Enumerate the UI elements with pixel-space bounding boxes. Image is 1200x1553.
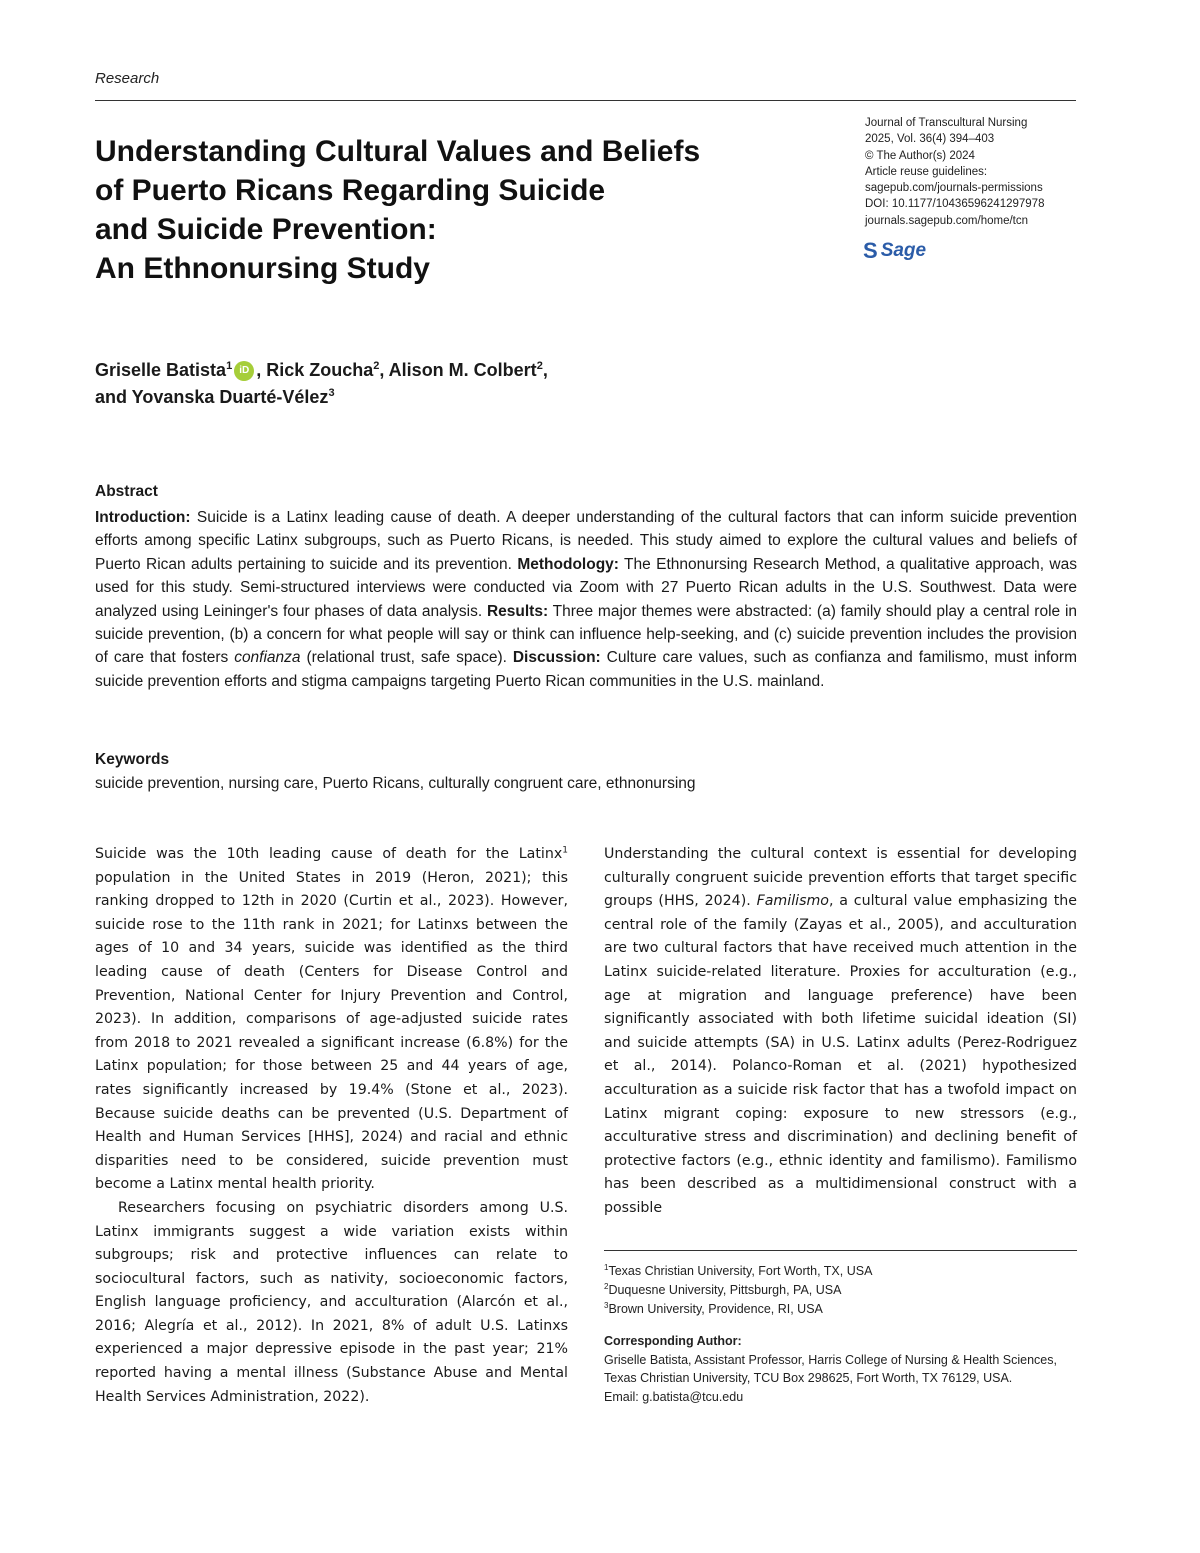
author-name: , Rick Zoucha <box>256 360 374 380</box>
journal-name: Journal of Transcultural Nursing <box>865 117 1028 129</box>
journal-homepage-link[interactable]: journals.sagepub.com/home/tcn <box>865 214 1029 227</box>
corresponding-email[interactable]: Email: g.batista@tcu.edu <box>604 1389 744 1404</box>
sage-logo-icon: S <box>863 238 877 263</box>
body-text: , a cultural value emphasizing the central role of the family (Zayas et al., 2005), and acculturation are two cultural factors that have received much attention in the Latinx suicide-related literature. Proxies for acculturation (e.g., age at migration and language preference) have been significantly associated with both lifetime suicidal ideation (SI) and suicide attempts (SA) in U.S. Latinx adults (Perez-Rodriguez et al., 2014). Polanco-Roman et al. (2021) hypothesized acculturation as a suicide risk factor that has a twofold impact on Latinx migrant coping: exposure to new stressors (e.g., acculturative stress and discrimination) and declining benefit of protective factors (e.g., ethnic identity and familismo). Familismo has been described as a multidimensional construct with a possible <box>604 893 1077 1216</box>
body-text: population in the United States in 2019 (Heron, 2021); this ranking dropped to 12th in 2020 (Curtin et al., 2023). However, suicide rose to the 11th rank in 2021; for Latinxs between the ages of 10 and 34 years, suicide was identified as the third leading cause of death (Centers for Disease Control and Prevention, National Center for Injury Prevention and Control, 2023). In addition, comparisons of age-adjusted suicide rates from 2018 to 2021 revealed a significant increase (6.8%) for the Latinx population; for those between 25 and 44 years of age, rates significantly increased by 19.4% (Stone et al., 2023). Because suicide deaths can be prevented (U.S. Department of Health and Human Services [HHS], 2024) and racial and ethnic disparities need to be considered, suicide prevention must become a Latinx mental health priority. <box>95 869 568 1193</box>
affiliation-number: 3 <box>604 1300 609 1310</box>
abstract-intro: Suicide is a Latinx leading cause of death. A deeper understanding of the cultural factors that can inform suicide prevention efforts among specific Latinx subgroups, such as Puerto Ricans, is needed. This study aimed to explore the cultural values and beliefs of Puerto Rican adults pertaining to suicide and its prevention. <box>95 509 1077 573</box>
body-column-right <box>604 843 1077 1221</box>
reuse-guidelines: Article reuse guidelines: <box>865 165 988 178</box>
header-rule <box>95 100 1076 101</box>
abstract-confianza: confianza <box>234 649 301 667</box>
abstract-heading: Abstract <box>95 483 158 500</box>
abstract-body <box>95 506 1077 693</box>
abstract-intro-label: Introduction: <box>95 509 191 526</box>
corresponding-text: Griselle Batista, Assistant Professor, Harris College of Nursing & Health Sciences, Texas Christian University, TCU Box 298625, Fort Worth, TX 76129, USA. <box>604 1352 1057 1385</box>
body-paragraph <box>604 843 1077 1221</box>
abstract-discussion: Culture care values, such as confianza and familismo, must inform suicide prevention efforts and stigma campaigns targeting Puerto Rican communities in the U.S. mainland. <box>95 649 1078 690</box>
article-title <box>95 132 825 288</box>
title-line: Understanding Cultural Values and Beliefs <box>95 135 701 168</box>
affiliation-marker: 3 <box>328 387 335 399</box>
affiliation-item <box>604 1262 1077 1281</box>
body-text: Understanding the cultural context is essential for developing culturally congruent suicide prevention efforts that target specific groups (HHS, 2024). <box>604 846 1077 910</box>
abstract-results-label: Results: <box>486 602 549 620</box>
title-line: An Ethnonursing Study <box>95 252 430 285</box>
orcid-icon[interactable]: iD <box>234 361 254 381</box>
author-name: , Alison M. Colbert <box>379 360 537 380</box>
affiliation-item <box>604 1281 1077 1300</box>
affiliation-text: Texas Christian University, Fort Worth, TX, USA <box>608 1264 873 1278</box>
author-separator: , <box>542 360 548 380</box>
journal-info <box>865 115 1090 229</box>
title-line: and Suicide Prevention: <box>95 213 437 246</box>
sage-logo-text: Sage <box>880 240 927 261</box>
doi[interactable]: DOI: 10.1177/10436596241297978 <box>865 198 1045 211</box>
permissions-link[interactable]: sagepub.com/journals-permissions <box>865 182 1043 195</box>
affiliation-number: 2 <box>604 1281 609 1291</box>
journal-volume: 2025, Vol. 36(4) 394–403 <box>865 133 995 146</box>
sage-logo <box>863 238 926 264</box>
affiliation-marker: 1 <box>226 360 233 372</box>
affiliation-marker: 2 <box>536 360 543 372</box>
body-paragraph: Researchers focusing on psychiatric disorders among U.S. Latinx immigrants suggest a wide variation exists within subgroups; risk and protective influences can relate to sociocultural factors, such as nativity, socioeconomic factors, English language proficiency, and acculturation (Alarcón et al., 2016; Alegría et al., 2012). In 2021, 8% of adult U.S. Latinxs experienced a major depressive episode in the past year; 21% reported having a mental illness (Substance Abuse and Mental Health Services Administration, 2022). <box>95 1199 568 1405</box>
abstract-results-end: (relational trust, safe space). <box>300 649 513 667</box>
affiliation-item <box>604 1300 1077 1319</box>
abstract-method: The Ethnonursing Research Method, a qualitative approach, was used for this study. Semi-structured interviews were conducted via Zoom with 27 Puerto Rican adults in the U.S. Southwest. Data were analyzed using Leininger's four phases of data analysis. <box>95 555 1077 620</box>
body-column-left <box>95 843 568 1409</box>
abstract-method-label: Methodology: <box>517 555 619 573</box>
section-label: Research <box>95 70 160 87</box>
title-line: of Puerto Ricans Regarding Suicide <box>95 174 606 207</box>
affiliation-marker: 2 <box>373 360 380 372</box>
copyright: © The Author(s) 2024 <box>865 149 975 162</box>
keywords-heading: Keywords <box>95 751 170 768</box>
abstract-discussion-label: Discussion: <box>512 649 601 667</box>
body-paragraph <box>95 843 568 1197</box>
keywords-list: suicide prevention, nursing care, Puerto Ricans, culturally congruent care, ethnonursing <box>95 775 696 792</box>
affiliation-number: 1 <box>604 1262 609 1272</box>
abstract-results: Three major themes were abstracted: (a) family should play a central role in suicide prevention, (b) a concern for what people will say or think can influence help-seeking, and (c) suicide prevention includes the provision of care that fosters <box>95 602 1078 667</box>
affiliation-text: Brown University, Providence, RI, USA <box>608 1302 823 1316</box>
corresponding-author <box>604 1332 1077 1406</box>
author-name: Griselle Batista <box>95 360 227 380</box>
affiliation-text: Duquesne University, Pittsburgh, PA, USA <box>608 1283 842 1297</box>
corresponding-heading: Corresponding Author: <box>604 1334 742 1348</box>
footnote-marker: 1 <box>562 845 568 856</box>
familismo-term: Familismo <box>756 893 829 910</box>
footnote-rule <box>604 1250 1077 1251</box>
author-name: and Yovanska Duarté-Vélez <box>95 387 329 407</box>
body-text: Suicide was the 10th leading cause of death for the Latinx <box>95 846 563 862</box>
author-list <box>95 357 855 411</box>
affiliations <box>604 1262 1077 1319</box>
